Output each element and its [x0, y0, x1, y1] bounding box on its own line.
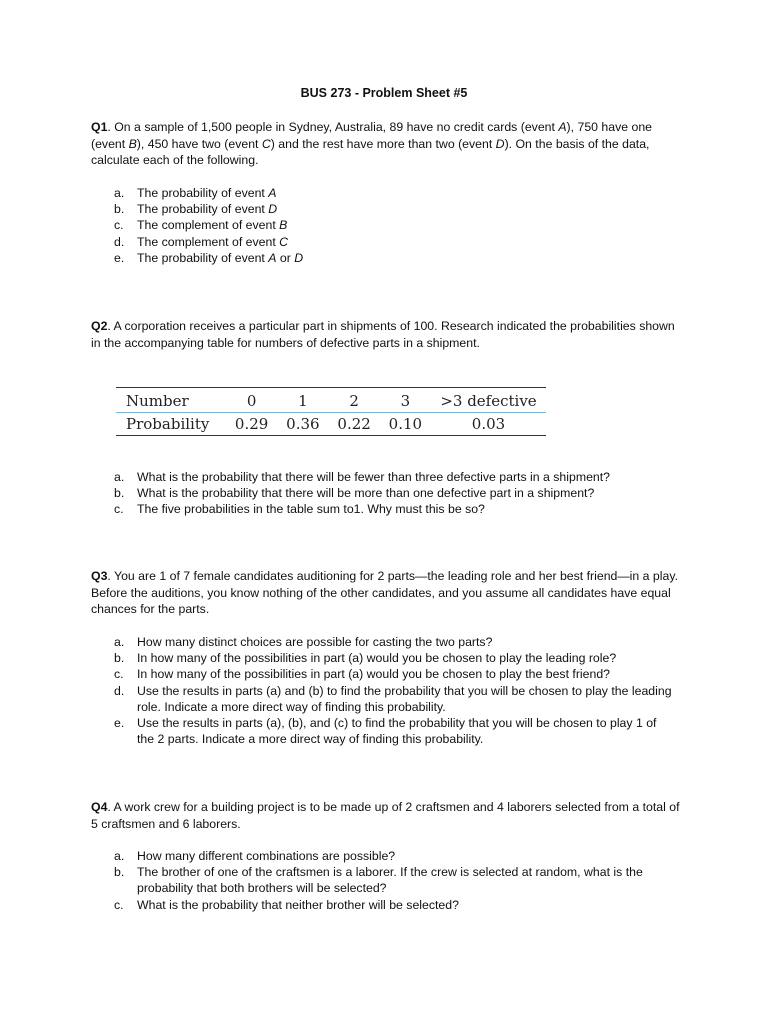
list-item: [114, 501, 674, 517]
item-marker: a.: [114, 635, 125, 649]
table-cell: 2: [329, 388, 380, 413]
table-cell: 0.29: [226, 413, 277, 436]
table-row: [116, 388, 546, 413]
item-marker: b.: [114, 865, 125, 880]
table-cell: 0.22: [329, 413, 380, 436]
q3-paragraph: [91, 568, 681, 618]
list-item: [114, 469, 674, 485]
item-marker: e.: [114, 716, 125, 731]
item-text: The probability of event: [137, 202, 269, 217]
q2-label: Q2: [91, 319, 108, 333]
item-text: The complement of event: [137, 218, 280, 233]
item-text: How many distinct choices are possible for casting the two parts?: [137, 635, 493, 649]
item-text: In how many of the possibilities in part (a) would you be chosen to play the leading role?: [137, 651, 617, 666]
q2-paragraph: [91, 318, 681, 351]
item-marker: b.: [114, 486, 125, 501]
q2-text: . A corporation receives a particular part in shipments of 100. Research indicated the probabilities shown in the accompanying table for numbers of defective parts in a shipment.: [91, 319, 675, 350]
item-marker: a.: [114, 186, 125, 200]
list-item: [114, 848, 674, 864]
item-marker: d.: [114, 683, 125, 698]
list-item: [114, 217, 674, 233]
q1-text: ) and the rest have more than two (event: [270, 136, 496, 151]
list-item: [114, 683, 674, 715]
q3-text: . You are 1 of 7 female candidates auditioning for 2 parts—the leading role and her best friend—in a play. Before the auditions, you know nothing of the other candidates, and you assume all candidates have equal chances for the parts.: [91, 569, 678, 617]
table-cell: 3: [380, 388, 431, 413]
table-row: [116, 413, 546, 436]
item-text: In how many of the possibilities in part (a) would you be chosen to play the best friend?: [137, 667, 611, 682]
item-marker: e.: [114, 250, 125, 265]
item-text: The brother of one of the craftsmen is a laborer. If the crew is selected at random, what is the probability that both brothers will be selected?: [137, 865, 643, 896]
item-text: What is the probability that there will be more than one defective part in a shipment?: [137, 486, 595, 501]
list-item: [114, 666, 674, 682]
item-marker: a.: [114, 470, 125, 484]
q1-text: ). On the basis of the data, calculate each of the following.: [91, 136, 650, 168]
item-marker: c.: [114, 667, 124, 682]
q4-text: . A work crew for a building project is to be made up of 2 craftsmen and 4 laborers selected from a total of 5 craftsmen and 6 laborers.: [91, 800, 680, 831]
table-cell: 0: [226, 388, 277, 413]
table-cell: Probability: [116, 413, 226, 436]
item-event: A: [268, 250, 277, 265]
item-text: How many different combinations are possible?: [137, 849, 396, 863]
event-b: B: [128, 136, 137, 151]
item-text: Use the results in parts (a), (b), and (c) to find the probability that you will be chosen to play 1 of the 2 parts. Indicate a more direct way of finding this probability.: [137, 716, 657, 747]
item-text: Use the results in parts (a) and (b) to find the probability that you will be chosen to play the leading role. Indicate a more direct way of finding this probability.: [137, 683, 672, 714]
list-item: [114, 897, 674, 913]
item-text: The probability of event: [137, 186, 269, 200]
list-item: [114, 650, 674, 666]
table-cell: 0.03: [431, 413, 546, 436]
item-text: What is the probability that there will be fewer than three defective parts in a shipment?: [137, 470, 610, 484]
item-text: What is the probability that neither brother will be selected?: [137, 897, 459, 912]
list-item: [114, 485, 674, 501]
item-text: The probability of event: [137, 250, 269, 265]
q3-label: Q3: [91, 569, 108, 583]
q3-list: [114, 634, 674, 747]
item-event: A: [268, 186, 277, 200]
event-a: A: [558, 120, 567, 134]
list-item: [114, 864, 674, 896]
q1-text: . On a sample of 1,500 people in Sydney, Australia, 89 have no credit cards (event: [107, 120, 559, 134]
probability-table: [116, 387, 546, 436]
item-event: D: [294, 250, 304, 265]
list-item: [114, 250, 674, 266]
q4-paragraph: [91, 799, 681, 832]
q1-label: Q1: [91, 120, 108, 134]
item-event: D: [268, 202, 278, 217]
item-marker: c.: [114, 897, 124, 912]
list-item: [114, 634, 674, 650]
item-marker: d.: [114, 234, 125, 249]
table-cell: Number: [116, 388, 226, 413]
table-cell: 1: [277, 388, 328, 413]
list-item: [114, 715, 674, 747]
item-event: B: [279, 218, 288, 233]
list-item: [114, 201, 674, 217]
table-cell: >3 defective: [431, 388, 546, 413]
page-title: BUS 273 - Problem Sheet #5: [300, 86, 468, 100]
item-text: The complement of event: [137, 234, 280, 249]
q1-list: [114, 185, 674, 266]
list-item: [114, 185, 674, 201]
item-marker: b.: [114, 202, 125, 217]
item-text: or: [276, 250, 295, 265]
item-marker: a.: [114, 849, 125, 863]
q4-list: [114, 848, 674, 913]
item-marker: b.: [114, 651, 125, 666]
q1-text: ), 450 have two (event: [136, 136, 262, 151]
q1-paragraph: [91, 119, 681, 169]
table-cell: 0.10: [380, 413, 431, 436]
item-marker: c.: [114, 218, 124, 233]
q4-label: Q4: [91, 800, 108, 814]
event-d: D: [495, 136, 505, 151]
table-cell: 0.36: [277, 413, 328, 436]
item-marker: c.: [114, 502, 124, 517]
list-item: [114, 234, 674, 250]
q2-list: [114, 469, 674, 518]
item-text: The five probabilities in the table sum to1. Why must this be so?: [137, 502, 485, 517]
item-event: C: [279, 234, 289, 249]
event-c: C: [261, 136, 271, 151]
q1-text: ), 750 have one (event: [91, 120, 653, 151]
